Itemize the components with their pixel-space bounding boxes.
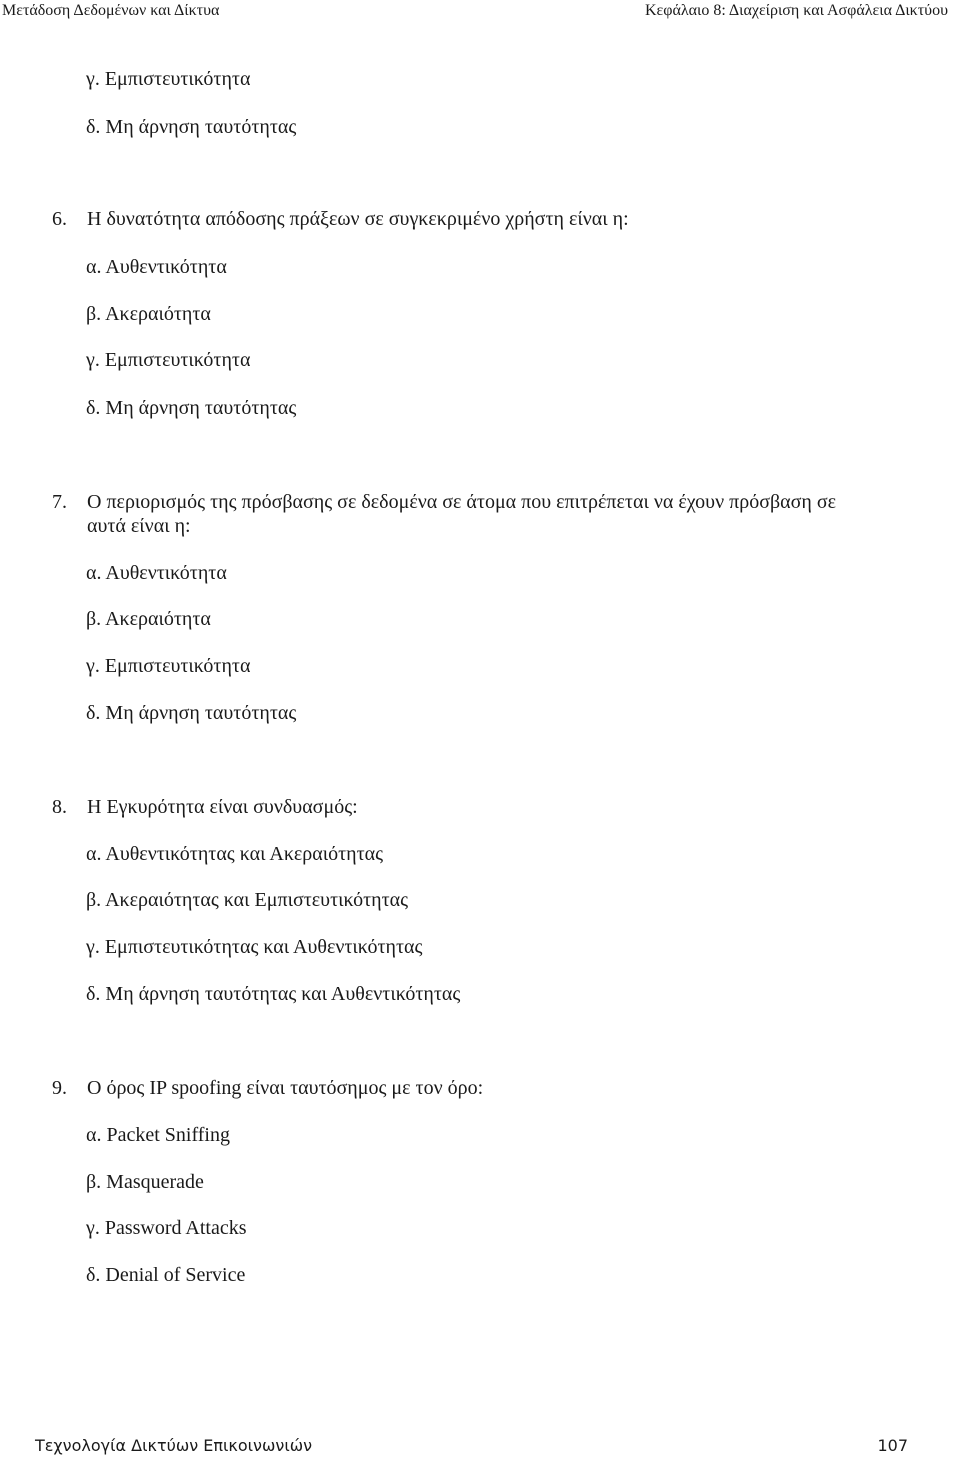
question-number: 9. xyxy=(52,1077,67,1099)
option-item: γ. Εμπιστευτικότητα xyxy=(86,349,251,371)
option-item: α. Αυθεντικότητα xyxy=(86,256,227,278)
option-item: γ. Εμπιστευτικότητας και Αυθεντικότητας xyxy=(86,936,423,958)
footer-course-title: Τεχνολογία Δικτύων Επικοινωνιών xyxy=(35,1436,313,1455)
page-number: 107 xyxy=(877,1436,908,1455)
question-text: Η Εγκυρότητα είναι συνδυασμός: xyxy=(87,796,358,818)
option-item: β. Ακεραιότητα xyxy=(86,303,211,325)
option-item: δ. Denial of Service xyxy=(86,1264,246,1286)
option-item: β. Masquerade xyxy=(86,1171,204,1193)
option-item: α. Packet Sniffing xyxy=(86,1124,230,1146)
question-text: Η δυνατότητα απόδοσης πράξεων σε συγκεκριμένο χρήστη είναι η: xyxy=(87,208,629,230)
question-text: Ο περιορισμός της πρόσβασης σε δεδομένα σε άτομα που επιτρέπεται να έχουν πρόσβαση σε xyxy=(87,491,837,513)
option-item: δ. Μη άρνηση ταυτότητας και Αυθεντικότητας xyxy=(86,983,461,1005)
option-item: δ. Μη άρνηση ταυτότητας xyxy=(86,397,297,419)
option-item: β. Ακεραιότητα xyxy=(86,608,211,630)
option-item: γ. Εμπιστευτικότητα xyxy=(86,655,251,677)
question-text-continued: αυτά είναι η: xyxy=(87,515,191,537)
header-book-title: Μετάδοση Δεδομένων και Δίκτυα xyxy=(2,2,220,19)
header-chapter-title: Κεφάλαιο 8: Διαχείριση και Ασφάλεια Δικτύου xyxy=(644,2,948,19)
page-footer xyxy=(0,1436,960,1460)
option-item: α. Αυθεντικότητα xyxy=(86,562,227,584)
option-item: δ. Μη άρνηση ταυτότητας xyxy=(86,702,297,724)
option-item: γ. Εμπιστευτικότητα xyxy=(86,68,251,90)
option-item: β. Ακεραιότητας και Εμπιστευτικότητας xyxy=(86,889,409,911)
page-header xyxy=(0,0,960,30)
question-number: 6. xyxy=(52,208,67,230)
option-item: γ. Password Attacks xyxy=(86,1217,247,1239)
question-number: 7. xyxy=(52,491,67,513)
question-text: Ο όρος IP spoofing είναι ταυτόσημος με τον όρο: xyxy=(87,1077,484,1099)
option-item: α. Αυθεντικότητας και Ακεραιότητας xyxy=(86,843,384,865)
option-item: δ. Μη άρνηση ταυτότητας xyxy=(86,116,297,138)
question-number: 8. xyxy=(52,796,67,818)
